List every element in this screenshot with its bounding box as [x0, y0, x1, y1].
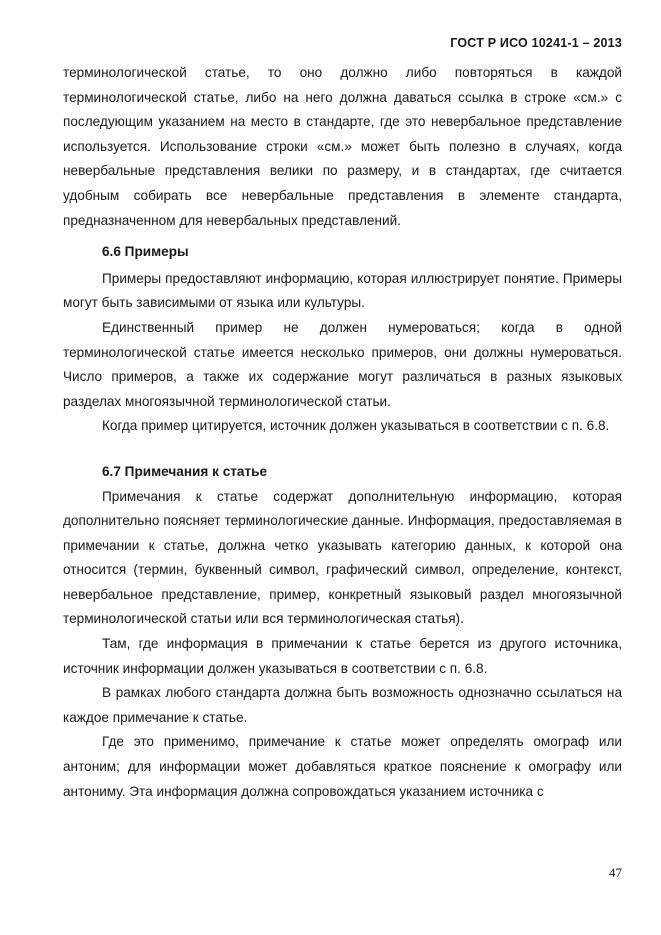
paragraph: Когда пример цитируется, источник должен указываться в соответствии с п. 6.8.	[102, 418, 610, 434]
paragraph-continued: терминологической статье, то оно должно либо повторяться в каждой терминологической статье, либо на него должна даваться ссылка в строке «см.» с последующим указанием на место в стандарте, где это невербальное представление используется. Использование строки «см.» может быть полезно в случаях, когда невербальные представления велики по размеру, и в стандартах, где считается удобным собирать все невербальные представления в элементе стандарта, предназначенном для невербальных представлений.	[63, 65, 622, 228]
document-body	[63, 61, 622, 804]
paragraph: В рамках любого стандарта должна быть возможность однозначно ссылаться на каждое примечание к статье.	[63, 685, 622, 725]
page-number: 47	[609, 865, 622, 880]
paragraph: Единственный пример не должен нумероваться; когда в одной терминологической статье имеется несколько примеров, они должны нумероваться. Число примеров, а также их содержание могут различаться в разных языковых разделах многоязычной терминологической статьи.	[63, 319, 622, 409]
paragraph: Там, где информация в примечании к статье берется из другого источника, источник информации должен указываться в соответствии с п. 6.8.	[63, 636, 622, 676]
paragraph: Примеры предоставляют информацию, которая иллюстрирует понятие. Примеры могут быть зависимыми от языка или культуры.	[63, 270, 622, 311]
paragraph: Примечания к статье содержат дополнительную информацию, которая дополнительно поясняет терминологические данные. Информация, предоставляемая в примечании к статье, должна четко указывать категорию данных, к которой она относится (термин, буквенный символ, графический символ, определение, контекст, невербальное представление, пример, конкретный языковый раздел многоязычной терминологической статьи или вся терминологическая статья).	[63, 488, 622, 627]
section-heading-6-6: 6.6 Примеры	[102, 244, 189, 260]
paragraph: Где это применимо, примечание к статье может определять омограф или антоним; для информации может добавляться краткое пояснение к омографу или антониму. Эта информация должна сопровождаться указанием источника с	[63, 734, 622, 799]
section-heading-6-7: 6.7 Примечания к статье	[102, 463, 268, 479]
page-header-standard-id: ГОСТ Р ИСО 10241-1 – 2013	[450, 36, 622, 50]
